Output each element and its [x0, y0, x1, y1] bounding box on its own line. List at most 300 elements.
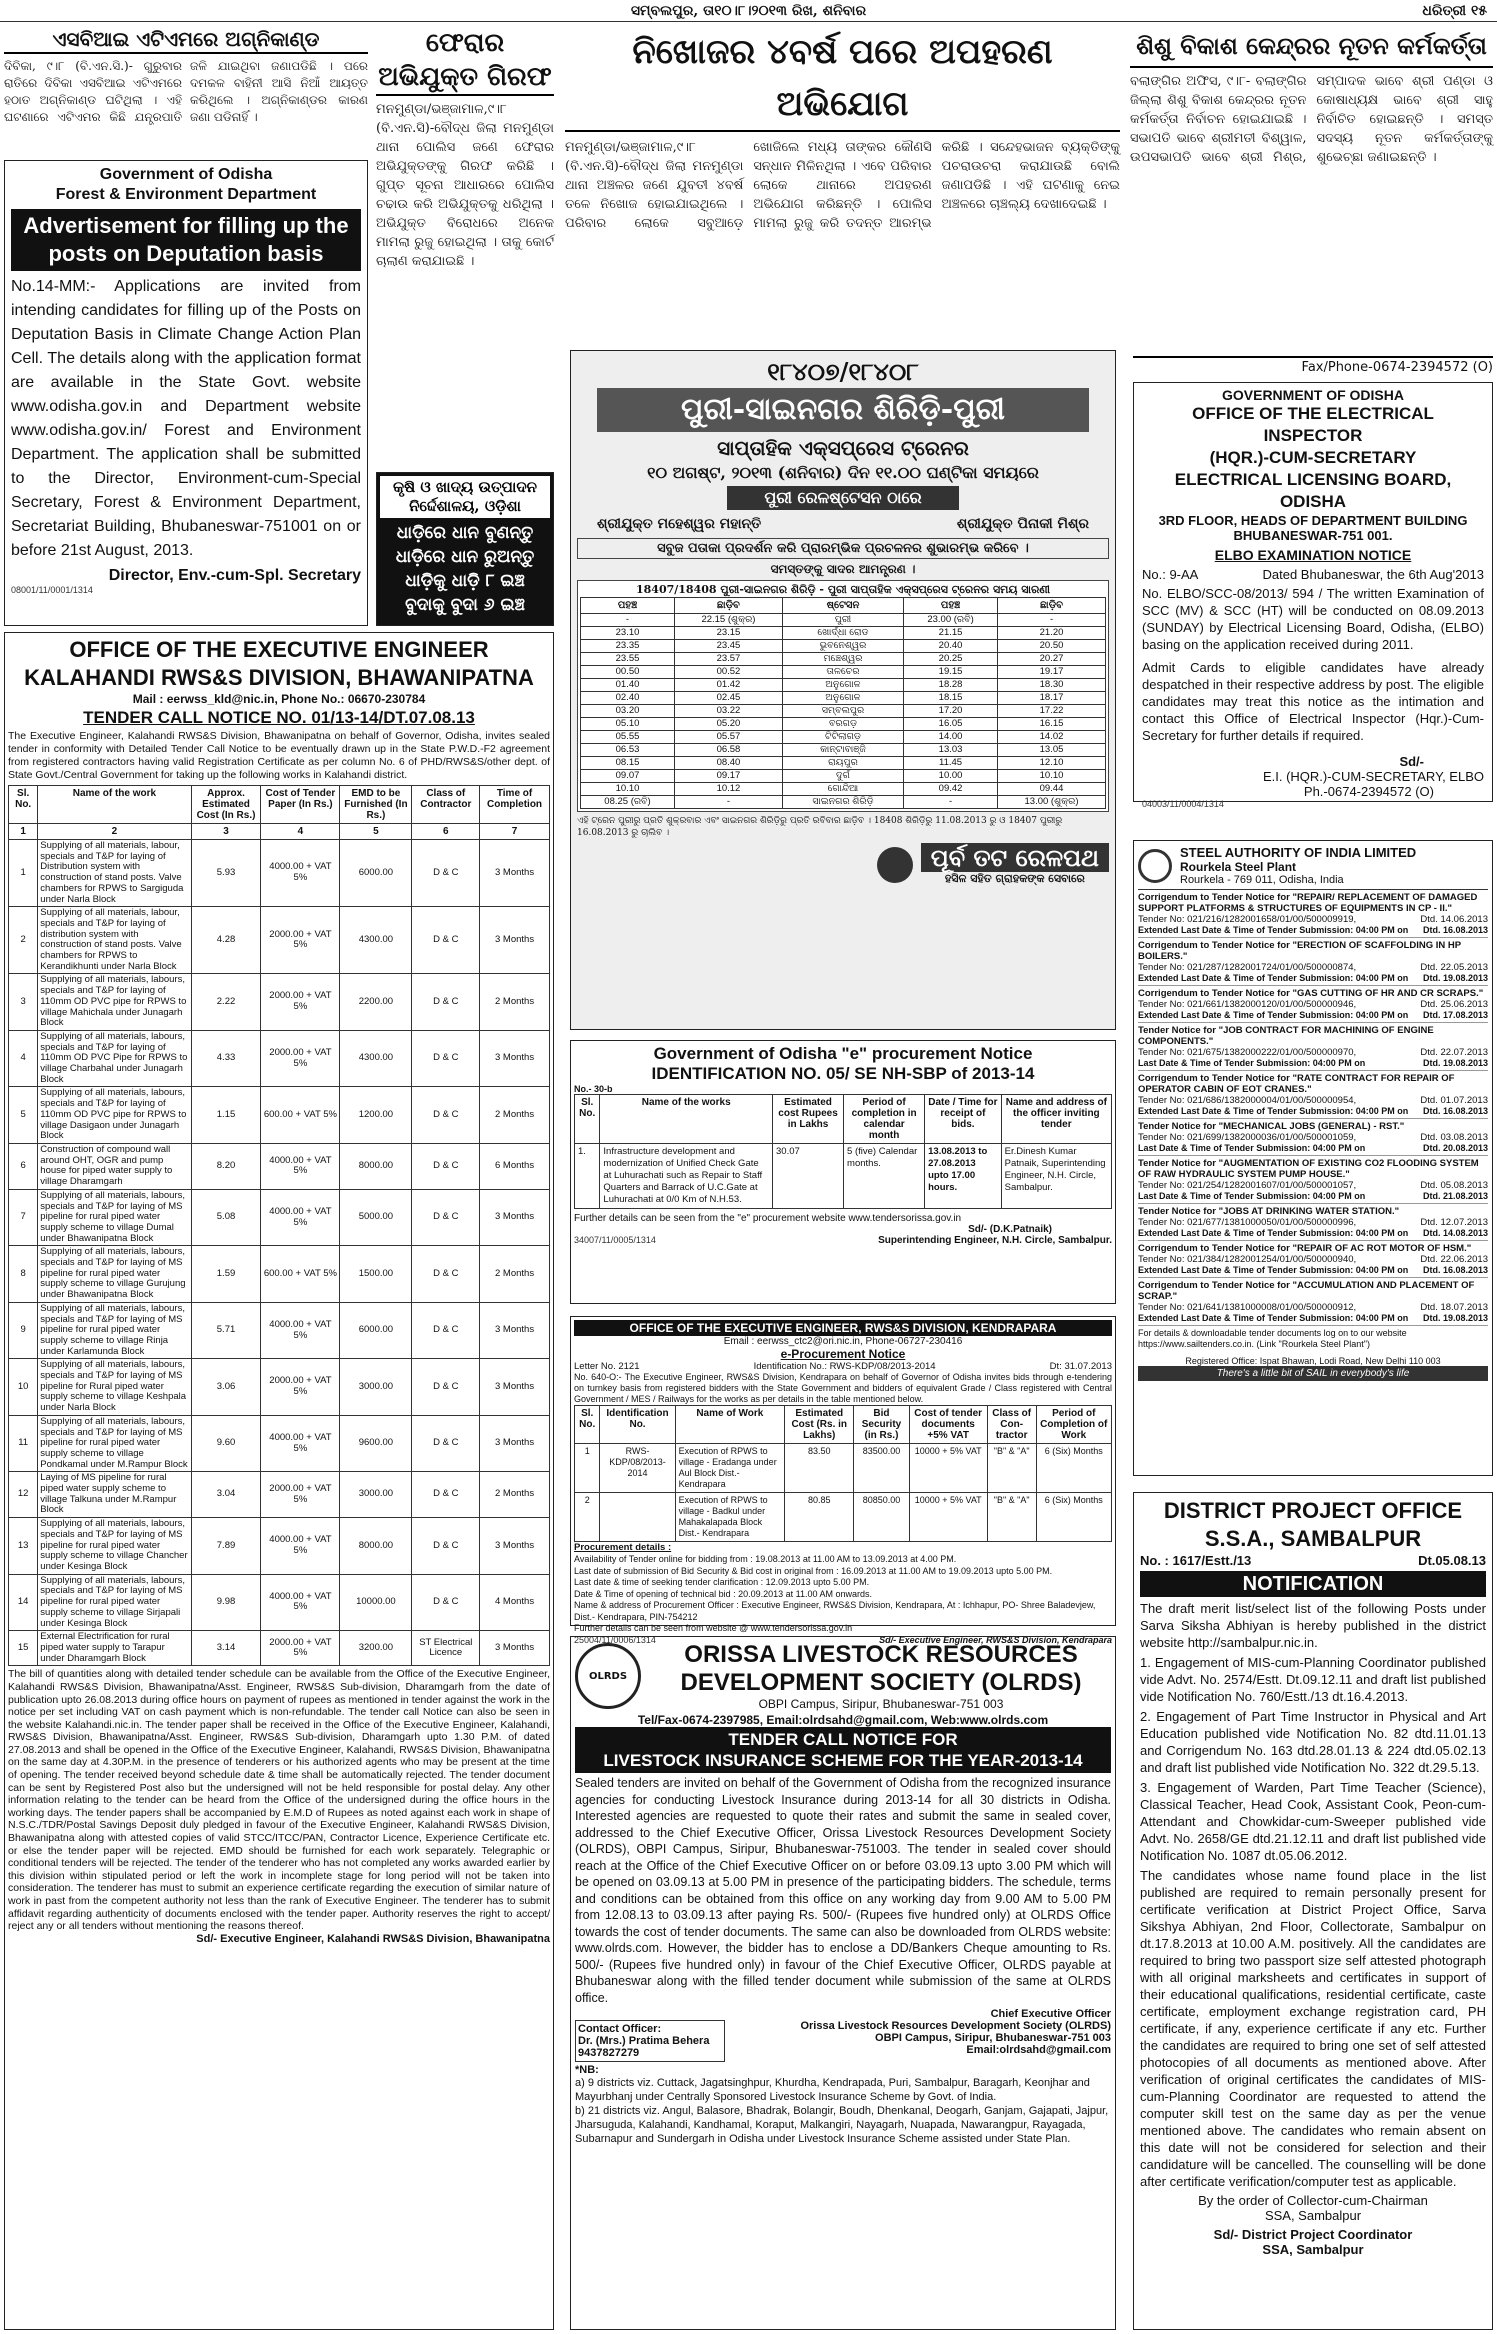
story-arrest [376, 26, 554, 466]
timetable-cell: ମଞ୍ଚେଶ୍ୱର [782, 653, 903, 666]
elec-l2: (HQR.)-CUM-SECRETARY [1209, 448, 1417, 467]
sail-tender-item [1138, 1119, 1488, 1156]
sail-tender-date: Dtd. 14.06.2013 [1420, 914, 1488, 925]
timetable-cell: ସାଇନଗର ଶିରିଡ଼ି [782, 796, 903, 809]
sail-tender-date: Dtd. 05.08.2013 [1420, 1180, 1488, 1191]
timetable-row [581, 666, 1106, 679]
timetable-cell: ପୁରୀ [782, 614, 903, 627]
kal-cell: 13 [9, 1518, 38, 1575]
timetable-cell: 10.10 [581, 783, 675, 796]
forest-banner: Advertisement for filling up the posts on Deputation basis [11, 209, 361, 271]
ken-intro: No. 640-O:- The Executive Engineer, RWS&S Division, Kendrapara on behalf of Governor of Odisha invites bids through e-tendering on turnkey basis from registered bidders with the State Government and bidders of equivalent Grade / Class registered with Central Government / MES / Railways for the works as per details in the table mentioned below. [574, 1372, 1112, 1404]
ken-table [574, 1405, 1112, 1542]
kal-cell: 3 [9, 974, 38, 1031]
sail-tender-title: Tender Notice for "JOB CONTRACT FOR MACHINING OF ENGINE COMPONENTS." [1138, 1025, 1434, 1047]
kal-cell: 2 Months [480, 1472, 550, 1518]
kal-cell: 9.98 [191, 1574, 261, 1631]
timetable-cell: 19.15 [904, 666, 998, 679]
timetable-header-cell: ଛାଡ଼ିବ [675, 598, 783, 614]
elec-l3: ELECTRICAL LICENSING BOARD, ODISHA [1174, 470, 1452, 511]
ken-cell: Execution of RPWS to village - Badkul under Mahakalapada Block Dist.- Kendrapara [675, 1493, 784, 1542]
kal-cell: Supplying of all materials, labours, specials and T&P for laying of 110mm OD PVC pipe for RPWS to village Dasigaon under Junagarh Block [38, 1087, 191, 1144]
nh-further: Further details can be seen from the "e" procurement website www.tendersorissa.gov.in [574, 1213, 962, 1224]
kal-cell: 4.33 [191, 1030, 261, 1087]
timetable-cell: 23.45 [675, 640, 783, 653]
sail-tender-row [1138, 1132, 1488, 1143]
timetable-row [581, 744, 1106, 757]
ken-header-cell: Cost of tender documents +5% VAT [909, 1406, 987, 1444]
sail-details: For details & downloadable tender documents log on to our website https://www.sailtenders.co.in. (Link "Rourkela Steel Plant") [1138, 1328, 1407, 1349]
kal-colnum-cell: 5 [340, 824, 412, 840]
olrds-h2: DEVELOPMENT SOCIETY (OLRDS) [680, 1669, 1082, 1696]
kal-cell: 2 Months [480, 1246, 550, 1303]
timetable-cell: 08.40 [675, 757, 783, 770]
sail-tender-extdate: Dtd. 19.08.2013 [1422, 1313, 1488, 1323]
nh-header-cell: Estimated cost Rupees in Lakhs [773, 1095, 844, 1144]
olrds-nb-b: b) 21 districts viz. Angul, Balasore, Bhadrak, Bolangir, Boudh, Dhenkanal, Deogarh, Ganjam, Gajapati, Jajpur, Jharsuguda, Kalahandi, Kandhamal, Koraput, Malkangiri, Nayagarh, Nuapada, Nawarangpur, Rayagada, Subarnapur and Sundergarh in Odisha under Livestock Insurance Scheme assisted under State Plan. [575, 2105, 1109, 2145]
kal-cell: 9.60 [191, 1415, 261, 1472]
sail-h3: Rourkela - 769 011, Odisha, India [1180, 874, 1344, 886]
ken-cell: "B" & "A" [987, 1493, 1036, 1542]
kal-h2: KALAHANDI RWS&S DIVISION, BHAWANIPATNA [24, 665, 534, 690]
notice-olrds [570, 1636, 1116, 2330]
kal-cell: 4 [9, 1030, 38, 1087]
timetable-row [581, 757, 1106, 770]
timetable-cell: 14.00 [904, 731, 998, 744]
timetable-cell: 08.15 [581, 757, 675, 770]
sail-tender-row [1138, 1254, 1488, 1265]
kal-cell: 3000.00 [340, 1472, 412, 1518]
sail-tender-ext: Extended Last Date & Time of Tender Submission: 04:00 PM on [1138, 1228, 1409, 1238]
ken-letter: Letter No. 2121 [574, 1361, 640, 1372]
timetable-cell: 16.05 [904, 718, 998, 731]
kal-cell: 5.93 [191, 840, 261, 907]
story-arrest-title: ଫେରାର ଅଭିଯୁକ୍ତ ଗିରଫ [376, 26, 554, 96]
sail-tender-row [1138, 1313, 1488, 1323]
timetable-cell: ଦୁର୍ଗ [782, 770, 903, 783]
story-fire-body: ଦିବିକା, ୯।୮ (ବି.ଏନ.ସି.)- ଗୁରୁବାର ରାତିରେ ଦିବିକା ଏସବିଆଇ ଏଟିଏମରେ ହଠାତ ଅଗ୍ନିକାଣ୍ଡ ଘଟିଥିଲା । ଏହି ଘଟଣାରେ ଏଟିଏମର କିଛି ଯନ୍ତ୍ରପାତି ଜଳି ଯାଇଥିବା ଜଣାପଡିଛି । ପରେ ଦମକଳ ବାହିନୀ ଆସି ନିଆଁ ଆୟତ୍ତ କରିଥିଲେ । ଅଗ୍ନିକାଣ୍ଡର କାରଣ ଜଣା ପଡିନାହିଁ । [4, 59, 368, 124]
kal-cell: 1.15 [191, 1087, 261, 1144]
elec-ref: 04003/11/0004/1314 [1142, 799, 1224, 809]
sail-tender-row [1138, 925, 1488, 935]
sail-tender-date: Dtd. 01.07.2013 [1420, 1095, 1488, 1106]
sail-tender-row [1138, 1265, 1488, 1275]
kal-cell: D & C [412, 1302, 480, 1359]
kal-cell: 3 Months [480, 1030, 550, 1087]
kal-cell: D & C [412, 1143, 480, 1189]
ken-cell: 80850.00 [854, 1493, 909, 1542]
ken-cell: 6 (Six) Months [1036, 1493, 1111, 1542]
sail-tender-no: Tender No: 021/677/1381000050/01/00/500000996, [1138, 1217, 1357, 1228]
ken-cell: 80.85 [785, 1493, 854, 1542]
kal-cell: 3.14 [191, 1631, 261, 1666]
kal-cell: Supplying of all materials, labours, specials and T&P for laying of MS pipeline for Rural piped water supply scheme to village Keshpala under Narla Block [38, 1359, 191, 1416]
timetable-cell: 01.42 [675, 679, 783, 692]
olrds-body: Sealed tenders are invited on behalf of the Government of Odisha from the recognized insurance agencies for conducting Livestock Insurance during 2013-14 for all 30 districts in Odisha. Interested agencies are requested to quote their rates and submit the same in sealed cover, addressed to the Chief Executive Officer, Orissa Livestock Resources Development Society (OLRDS), OBPI Campus, Siripur, Bhubaneswar-751003. The tender in sealed cover should reach at the Office of the Chief Executive Officer on or before 03.09.13 upto 3.00 PM which will be opened on 03.09.13 at 5.00 PM in presence of the participating bidders. The schedule, terms and conditions can be obtained from this office on any working day from 9.00 AM to 5.00 PM from 12.08.13 to 03.09.13 after paying Rs. 500/- (Rupees five hundred only) at OLRDS Office towards the cost of tender documents. The same can also be downloaded from OLRDS website: www.olrds.com. However, the bidder has to enclose a DD/Bankers Cheque amounting to Rs. 500/- (Rupees five hundred only) in favour of the Chief Executive Officer, OLRDS payable at Bhubaneswar along with the filled tender document while submission of the same at OLRDS office. [575, 1776, 1111, 2005]
railway-footer [577, 843, 1109, 886]
timetable-cell: 09.07 [581, 770, 675, 783]
sail-h1: STEEL AUTHORITY OF INDIA LIMITED [1180, 845, 1417, 860]
kal-cell: 2000.00 + VAT 5% [261, 974, 340, 1031]
kal-cell: D & C [412, 1574, 480, 1631]
olrds-org: Orissa Livestock Resources Development Society (OLRDS) [800, 2020, 1111, 2032]
sail-tender-no: Tender No: 021/287/1282001724/01/00/500000874, [1138, 962, 1357, 973]
timetable-cell: 03.22 [675, 705, 783, 718]
elec-no-row [1142, 567, 1484, 582]
timetable-cell: 21.20 [998, 627, 1106, 640]
kal-colnum-cell: 6 [412, 824, 480, 840]
train-when: ୧୦ ଅଗଷ୍ଟ, ୨୦୧୩ (ଶନିବାର) ଦିନ ୧୧.୦୦ ଘଣ୍ଟିକା ସମୟରେ [647, 463, 1039, 482]
sail-tender-extdate: Dtd. 21.08.2013 [1422, 1191, 1488, 1201]
sail-tender-row [1138, 1217, 1488, 1228]
nh-header-cell: Name of the works [600, 1095, 773, 1144]
olrds-h1: ORISSA LIVESTOCK RESOURCES [684, 1641, 1078, 1668]
ssa-i3: 3. Engagement of Warden, Part Time Teacher (Science), Classical Teacher, Head Cook, Assistant Cook, Peon-cum-Attendant and Chowkidar-cum-Sweeper published vide Advt. No. 2658/GE dtd.21.12.11 and draft list published vide Notification No. 1087 dt.05.06.2012. [1140, 1780, 1486, 1863]
timetable-cell: ବରଗଡ଼ [782, 718, 903, 731]
kal-cell: 1 [9, 840, 38, 907]
timetable-cell: 19.17 [998, 666, 1106, 679]
timetable-row [581, 692, 1106, 705]
timetable-row [581, 770, 1106, 783]
notice-ssa [1133, 1492, 1493, 2330]
kal-sign: Sd/- Executive Engineer, Kalahandi RWS&S Division, Bhawanipatna [196, 1932, 550, 1945]
kal-cell: 3 Months [480, 1415, 550, 1472]
kal-cell: 9600.00 [340, 1415, 412, 1472]
forest-body: No.14-MM:- Applications are invited from intending candidates for filling up of the Posts on Deputation Basis in Climate Change Action Plan Cell. The details along with the application format are available in the State Govt. website www.odisha.gov.in and Department website www.odisha.gov.in/ Forest and Environment Department. The application shall be submitted to the Director, Environment-cum-Special Secretary, Forest & Environment Department, Secretariat Building, Bhubaneswar-751001 on or before 21st August, 2013. [11, 278, 361, 559]
sail-tender-date: Dtd. 25.06.2013 [1420, 999, 1488, 1010]
kal-footer: The bill of quantities along with detailed tender schedule can be available from the Office of the Executive Engineer, Kalahandi RWS&S Division, Bhawanipatna/Asst. Engineer, RWS&S Sub-division, Dharamgarh from the date of publication upto 26.08.2013 during office hours on payment of rupees as mentioned in tender against the work in the notice per set including VAT on cash payment which is non-refundable. The tender call Notice can also be seen in the website Kalahandi.nic.in. The tender paper shall be received in the Office of the Executive Engineer, Kalahandi, RWS&S Division, Bhawanipatna/Asst. Engineer, RWS&S Sub-division, Dharamgarh upto 1.30 P.M. of dated 27.08.2013 and shall be opened in the Office of the Executive Engineer, Kalahandi, RWS&S Division, Bhawanipatna on the same day at 4.30P.M. in the presence of tenderers or his authorized agents who may be present at the time of opening. The tender received beyond schedule date & time shall be automatically rejected. The tender document can be sent by Registered Post also but the undersigned will not be held responsible for postal delay. Any other information relating to the tender can be heard from the Office of the undersigned during the office hours in the working days. The tender papers shall be accompanied by E.M.D of Rupees as noted against each work in shape of N.S.C./TDR/Postal Savings Deposit duly pledged in favour of the Executive Engineer, Kalahandi RWS&S Division, Bhawanipatna along with attested copies of valid STCC/ITCC/PAN, Contractor Licence, Experience Certificate etc. or else the tender paper will be rejected. EMD should be furnished for each work separately. Telegraphic or conditional tenders will be rejected. The tender of the tenderer who has not completed any works awarded earlier by this division within stipulated period or left the work in incomplete stage for long period will not be taken into consideration. The tenderer has must to submit an experience certificate regarding the execution of similar nature of work in past from the competent authority not less than the rank of Executive Engineer. The tenderer has to submit affidavit regarding authenticity of documents enclosed with the tender paper. Authority reserves the right to accept/ reject any or all tenders without mentioning the reasons thereof. [8, 1668, 550, 1933]
ssa-sign: Sd/- District Project Coordinator [1213, 2227, 1413, 2242]
kal-colnum-cell: 2 [38, 824, 191, 840]
olrds-addr: OBPI Campus, Siripur, Bhubaneswar-751 003 [758, 1697, 1004, 1711]
kal-cell: D & C [412, 907, 480, 974]
kal-cell: 12 [9, 1472, 38, 1518]
table-row [9, 1359, 550, 1416]
timetable-cell: 18.30 [998, 679, 1106, 692]
kal-cell: 6 Months [480, 1143, 550, 1189]
story-missing-title: ନିଖୋଜର ୪ବର୍ଷ ପରେ ଅପହରଣ ଅଭିଯୋଗ [565, 26, 1120, 132]
ken-date: Dt: 31.07.2013 [1049, 1361, 1112, 1372]
kal-cell: 10000.00 [340, 1574, 412, 1631]
sail-logo-icon [1138, 849, 1172, 883]
kal-colnum-cell: 3 [191, 824, 261, 840]
story-arrest-body: ମନମୁଣ୍ଡା/ଭଞ୍ଜାମାଳ,୯।୮ (ବି.ଏନ.ସି)-ବୌଦ୍ଧ ଜିଲା ମନମୁଣ୍ଡା ଥାନା ପୋଲିସ ଜଣେ ଫେରାର ଅଭିଯୁକ୍ତଙ୍କୁ ଗିରଫ କରିଛି । ଗୁପ୍ତ ସୂଚନା ଆଧାରରେ ପୋଲିସ ଚଢାଉ କରି ଅଭିଯୁକ୍ତକୁ ଧରିଥିଲା । ଅଭିଯୁକ୍ତ ବିରୋଧରେ ଅନେକ ମାମଲା ରୁଜୁ ହୋଇଥିଲା । ତାକୁ କୋର୍ଟ ଚାଲାଣ କରାଯାଇଛି । [376, 102, 554, 269]
ken-cell: 2 [575, 1493, 600, 1542]
agri-line: ଧାଡ଼ିରେ ଧାନ ରୁଅନ୍ତୁ [395, 547, 535, 567]
elec-sd: Sd/- [1399, 754, 1424, 769]
page-label: ଧରିତ୍ରୀ ୧୫ [1422, 3, 1487, 19]
timetable-cell: 00.52 [675, 666, 783, 679]
kal-cell: 2000.00 + VAT 5% [261, 907, 340, 974]
kal-cell: 4000.00 + VAT 5% [261, 1518, 340, 1575]
story-icds [1130, 26, 1493, 356]
ssa-dt: Dt.05.08.13 [1418, 1553, 1486, 1568]
timetable-header-cell: ଷ୍ଟେସନ [782, 598, 903, 614]
nh-sign: Superintending Engineer, N.H. Circle, Sambalpur. [878, 1235, 1112, 1246]
elec-govt: GOVERNMENT OF ODISHA [1221, 387, 1404, 403]
ken-meta [574, 1361, 1112, 1372]
timetable-table [580, 597, 1106, 809]
elec-p2: Admit Cards to eligible candidates have already despatched in their respective address by post. The eligible candidates may treat this notice as the intimation and contact this Office of Electrical Inspector (Hqr.)-Cum-Secretary for further details if required. [1142, 660, 1484, 743]
kal-cell: 3.04 [191, 1472, 261, 1518]
table-row [9, 1087, 550, 1144]
table-row [9, 1472, 550, 1518]
ken-cell: Execution of RPWS to village - Eradanga under Aul Block Dist.- Kendrapara [675, 1444, 784, 1493]
timetable-cell: ଭୁବନେଶ୍ୱର [782, 640, 903, 653]
kal-colnum-cell: 1 [9, 824, 38, 840]
ken-header-cell: Sl. No. [575, 1406, 600, 1444]
sail-tender-title: Tender Notice for "MECHANICAL JOBS (GENERAL) - RST." [1138, 1121, 1405, 1132]
elec-l4: 3RD FLOOR, HEADS OF DEPARTMENT BUILDING [1158, 513, 1468, 528]
kal-cell: D & C [412, 1518, 480, 1575]
forest-sign: Director, Env.-cum-Spl. Secretary [108, 567, 361, 584]
kal-header-cell: EMD to be Furnished (In Rs.) [340, 786, 412, 824]
forest-govt: Government of Odisha [99, 166, 273, 183]
ken-notice: e-Procurement Notice [780, 1347, 906, 1361]
timetable-header-cell: ଛାଡ଼ିବ [998, 598, 1106, 614]
timetable-row [581, 796, 1106, 809]
timetable-cell: 09.17 [675, 770, 783, 783]
ad-train [570, 350, 1116, 1030]
kal-cell: 1200.00 [340, 1087, 412, 1144]
kal-cell: Supplying of all materials, labour, specials and T&P for laying of distribution system with construction of stand posts. Valve chambers for RPWS to Kerandikhunti under Narla Block [38, 907, 191, 974]
forest-ref: 08001/11/0001/1314 [11, 585, 93, 595]
sail-tender-extdate: Dtd. 16.08.2013 [1422, 1106, 1488, 1116]
timetable-cell: 18.17 [998, 692, 1106, 705]
kal-cell: D & C [412, 840, 480, 907]
timetable-cell: 10.00 [904, 770, 998, 783]
sail-tender-no: Tender No: 021/641/1381000008/01/00/500000912, [1138, 1302, 1357, 1313]
timetable-cell: ଅନୁଗୋଳ [782, 679, 903, 692]
sail-tender-extdate: Dtd. 16.08.2013 [1422, 925, 1488, 935]
kal-cell: 4 Months [480, 1574, 550, 1631]
timetable-row [581, 731, 1106, 744]
sail-tender-item [1138, 890, 1488, 938]
olrds-co-label: Contact Officer: [578, 2023, 662, 2035]
train-subtitle: ସାପ୍ତାହିକ ଏକ୍ସପ୍ରେସ ଟ୍ରେନର [717, 436, 969, 460]
ken-cell: 10000 + 5% VAT [909, 1493, 987, 1542]
sail-tender-date: Dtd. 22.07.2013 [1420, 1047, 1488, 1058]
kal-cell: 2 [9, 907, 38, 974]
timetable [577, 580, 1109, 812]
sail-tender-extdate: Dtd. 20.08.2013 [1422, 1143, 1488, 1153]
kal-cell: D & C [412, 1415, 480, 1472]
kal-cell: D & C [412, 1030, 480, 1087]
sail-tag: There's a little bit of SAIL in everybody's life [1138, 1366, 1488, 1381]
notice-kendrapara [570, 1316, 1116, 1645]
sail-tender-date: Dtd. 12.07.2013 [1420, 1217, 1488, 1228]
sail-tender-no: Tender No: 021/686/1382000004/01/00/500000954, [1138, 1095, 1357, 1106]
sail-tender-title: Corrigendum to Tender Notice for "REPAIR/ REPLACEMENT OF DAMAGED SUPPORT PLATFORMS & STRUCTURES OF EQUIPMENTS IN CP - II." [1138, 892, 1478, 914]
kal-cell: 2000.00 + VAT 5% [261, 1631, 340, 1666]
elec-l1: OFFICE OF THE ELECTRICAL INSPECTOR [1192, 404, 1434, 445]
elec-dated: Dated Bhubaneswar, the 6th Aug'2013 [1262, 567, 1484, 582]
timetable-cell: 13.00 (ଶୁକ୍ର) [998, 796, 1106, 809]
kal-cell: D & C [412, 1472, 480, 1518]
timetable-cell: - [581, 614, 675, 627]
kal-cell: D & C [412, 1189, 480, 1246]
kal-cell: 4000.00 + VAT 5% [261, 1415, 340, 1472]
story-fire [4, 26, 368, 154]
kal-cell: 3 Months [480, 1189, 550, 1246]
table-row [9, 1246, 550, 1303]
sail-tender-row [1138, 1302, 1488, 1313]
agri-line: ଧାଡ଼ିରେ ଧାନ ବୁଣନ୍ତୁ [396, 523, 534, 543]
timetable-cell: 17.20 [904, 705, 998, 718]
notice-kalahandi [4, 632, 554, 2330]
kal-cell: 14 [9, 1574, 38, 1631]
timetable-cell: 23.00 (ରବି) [904, 614, 998, 627]
timetable-row [581, 679, 1106, 692]
timetable-cell: 13.03 [904, 744, 998, 757]
kal-cell: 2000.00 + VAT 5% [261, 1030, 340, 1087]
agri-lines [380, 521, 550, 617]
timetable-row [581, 705, 1106, 718]
kal-cell: 4000.00 + VAT 5% [261, 840, 340, 907]
kal-cell: 15 [9, 1631, 38, 1666]
sail-tender-row [1138, 973, 1488, 983]
train-where: ପୁରୀ ରେଳଷ୍ଟେସନ ଠାରେ [727, 486, 959, 510]
sail-tender-extdate: Dtd. 19.08.2013 [1422, 1058, 1488, 1068]
olrds-org-mail: Email:olrdsahd@gmail.com [966, 2044, 1111, 2056]
kal-header-cell: Time of Completion [480, 786, 550, 824]
kal-cell: 1500.00 [340, 1246, 412, 1303]
sail-tender-no: Tender No: 021/216/1282001658/01/00/500009919, [1138, 914, 1357, 925]
kal-cell: 600.00 + VAT 5% [261, 1087, 340, 1144]
timetable-cell: 17.22 [998, 705, 1106, 718]
kal-cell: 4000.00 + VAT 5% [261, 1574, 340, 1631]
ad-agri [376, 472, 554, 626]
olrds-co-ph: 9437827279 [578, 2047, 640, 2059]
timetable-cell: 01.40 [581, 679, 675, 692]
nh-sd: Sd/- (D.K.Patnaik) [968, 1224, 1052, 1235]
ken-pd: Procurement details : [574, 1542, 672, 1553]
kal-cell: 2 Months [480, 974, 550, 1031]
sail-tender-row [1138, 999, 1488, 1010]
kal-cell: Laying of MS pipeline for rural piped water supply scheme to village Talkuna under M.Rampur Block [38, 1472, 191, 1518]
timetable-cell: 23.10 [581, 627, 675, 640]
timetable-row [581, 718, 1106, 731]
sail-tender-row [1138, 1058, 1488, 1068]
timetable-cell: 23.35 [581, 640, 675, 653]
timetable-row [581, 614, 1106, 627]
sail-h2: Rourkela Steel Plant [1180, 860, 1297, 874]
timetable-cell: - [904, 796, 998, 809]
train-guests [597, 516, 1089, 532]
timetable-cell: 05.10 [581, 718, 675, 731]
timetable-cell: 10.12 [675, 783, 783, 796]
kal-h1: OFFICE OF THE EXECUTIVE ENGINEER [69, 637, 489, 662]
sail-tender-no: Tender No: 021/254/1282001607/01/00/500001057, [1138, 1180, 1357, 1191]
nh-cell: Er.Dinesh Kumar Patnaik, Superintending Engineer, N.H. Circle, Sambalpur. [1001, 1144, 1111, 1209]
train-invite: ସବୁଜ ପତାକା ପ୍ରଦର୍ଶନ କରି ପ୍ରାରମ୍ଭିକ ପ୍ରଚଳନର ଶୁଭାରମ୍ଭ କରିବେ । [577, 538, 1109, 559]
kal-cell: 4.28 [191, 907, 261, 974]
sail-tender-no: Tender No: 021/384/1282001254/01/00/500000940, [1138, 1254, 1357, 1265]
ken-h1: OFFICE OF THE EXECUTIVE ENGINEER, RWS&S DIVISION, KENDRAPARA [574, 1320, 1112, 1336]
table-row [9, 1631, 550, 1666]
kal-cell: 4300.00 [340, 907, 412, 974]
ssa-order: By the order of Collector-cum-Chairman [1198, 2193, 1428, 2208]
timetable-cell: 08.25 (ରବି) [581, 796, 675, 809]
table-row [9, 1030, 550, 1087]
kal-cell: 600.00 + VAT 5% [261, 1246, 340, 1303]
kal-cell: 2.22 [191, 974, 261, 1031]
kal-notice: TENDER CALL NOTICE NO. 01/13-14/DT.07.08.13 [83, 708, 475, 727]
timetable-cell: 20.25 [904, 653, 998, 666]
sail-tender-row [1138, 1228, 1488, 1238]
sail-tender-ext: Extended Last Date & Time of Tender Submission: 04:00 PM on [1138, 973, 1409, 983]
kal-cell: 3 Months [480, 1302, 550, 1359]
ssa-i1: 1. Engagement of MIS-cum-Planning Coordinator published vide Advt. No. 2574/Estt. Dt.09.12.11 and draft list published vide Notification No. 760/Estt./13 dt.16.4.2013. [1140, 1655, 1486, 1704]
kal-cell: 4000.00 + VAT 5% [261, 1302, 340, 1359]
kal-cell: 5.71 [191, 1302, 261, 1359]
sail-tender-extdate: Dtd. 14.08.2013 [1422, 1228, 1488, 1238]
sail-tender-item [1138, 1241, 1488, 1278]
elec-sign: E.I. (HQR.)-CUM-SECRETARY, ELBO [1262, 769, 1484, 784]
ken-header-cell: Class of Con-tractor [987, 1406, 1036, 1444]
sail-tender-date: Dtd. 03.08.2013 [1420, 1132, 1488, 1143]
nh-header-cell: Sl. No. [575, 1095, 600, 1144]
ken-cell: 10000 + 5% VAT [909, 1444, 987, 1493]
kal-cell: 3 Months [480, 1359, 550, 1416]
sail-tender-row [1138, 1191, 1488, 1201]
guest-2: ଶ୍ରୀଯୁକ୍ତ ପିନାକୀ ମିଶ୍ର [956, 516, 1089, 532]
timetable-cell: 05.57 [675, 731, 783, 744]
elec-no: No.: 9-AA [1142, 567, 1199, 582]
timetable-cell: 09.42 [904, 783, 998, 796]
nh-cell: 30.07 [773, 1144, 844, 1209]
ken-cell: "B" & "A" [987, 1444, 1036, 1493]
kal-cell: 3 Months [480, 1631, 550, 1666]
kal-cell: 2000.00 + VAT 5% [261, 1359, 340, 1416]
train-title: ପୁରୀ-ସାଇନଗର ଶିରିଡ଼ି-ପୁରୀ [597, 388, 1089, 432]
kal-cell: D & C [412, 1087, 480, 1144]
timetable-cell: - [998, 614, 1106, 627]
nh-header-cell: Period of completion in calendar month [844, 1095, 925, 1144]
sail-reg: Registered Office: Ispat Bhawan, Lodi Road, New Delhi 110 003 [1185, 1356, 1441, 1366]
timetable-cell: 22.15 (ଶୁକ୍ର) [675, 614, 783, 627]
kal-cell: D & C [412, 1359, 480, 1416]
sail-tender-title: Corrigendum to Tender Notice for "REPAIR OF AC ROT MOTOR OF HSM." [1138, 1243, 1472, 1254]
nh-no: No.- 30-b [574, 1084, 613, 1094]
sail-tender-ext: Extended Last Date & Time of Tender Submission: 04:00 PM on [1138, 1106, 1409, 1116]
table-row [575, 1444, 1112, 1493]
sail-tender-item [1138, 1023, 1488, 1071]
ken-sign: Sd/- Executive Engineer, RWS&S Division, Kendrapara [879, 1634, 1112, 1645]
nh-footer [574, 1235, 1112, 1246]
elec-ph: Ph.-0674-2394572 (O) [1303, 784, 1434, 799]
kal-cell: D & C [412, 1246, 480, 1303]
sail-tender-extdate: Dtd. 19.08.2013 [1422, 973, 1488, 983]
ken-d3: Last date & time of seeking tender clarification : 12.09.2013 upto 5.00 PM. [574, 1577, 870, 1587]
kal-cell: Supplying of all materials, labours, specials and T&P for laying of MS pipeline for rural piped water supply scheme to village Gurujung under Bhawanipatna Block [38, 1246, 191, 1303]
sail-tender-title: Corrigendum to Tender Notice for "ERECTION OF SCAFFOLDING IN HP BOILERS." [1138, 940, 1461, 962]
kal-cell: 10 [9, 1359, 38, 1416]
olrds-banner [575, 1727, 1111, 1773]
sail-tender-ext: Extended Last Date & Time of Tender Submission: 04:00 PM on [1138, 925, 1409, 935]
kal-header-cell: Name of the work [38, 786, 191, 824]
timetable-cell: ରାୟପୁର [782, 757, 903, 770]
ken-d5: Name & address of Procurement Officer : Executive Engineer, RWS&S Division, Kendrapara, At : Ichhapur, PO- Shree Baladevjew, Dist.- Kendrapara, PIN-754212 [574, 1600, 1096, 1622]
nh-cell: 1. [575, 1144, 600, 1209]
table-row [9, 974, 550, 1031]
kal-mail: Mail : eerwss_kld@nic.in, Phone No.: 06670-230784 [132, 692, 426, 706]
ken-d2: Last date of submission of Bid Security & Bid cost in original from : 16.09.2013 at 11.00 AM to 19.09.2013 upto 5.00 PM. [574, 1565, 1053, 1576]
kal-cell: Supplying of all materials, labours, specials and T&P for laying of MS pipeline for rural piped water supply scheme to village Chancher under Kesinga Block [38, 1518, 191, 1575]
kal-cell: 6000.00 [340, 840, 412, 907]
sail-tender-ext: Last Date & Time of Tender Submission: 04:00 PM on [1138, 1058, 1366, 1068]
table-row [9, 907, 550, 974]
